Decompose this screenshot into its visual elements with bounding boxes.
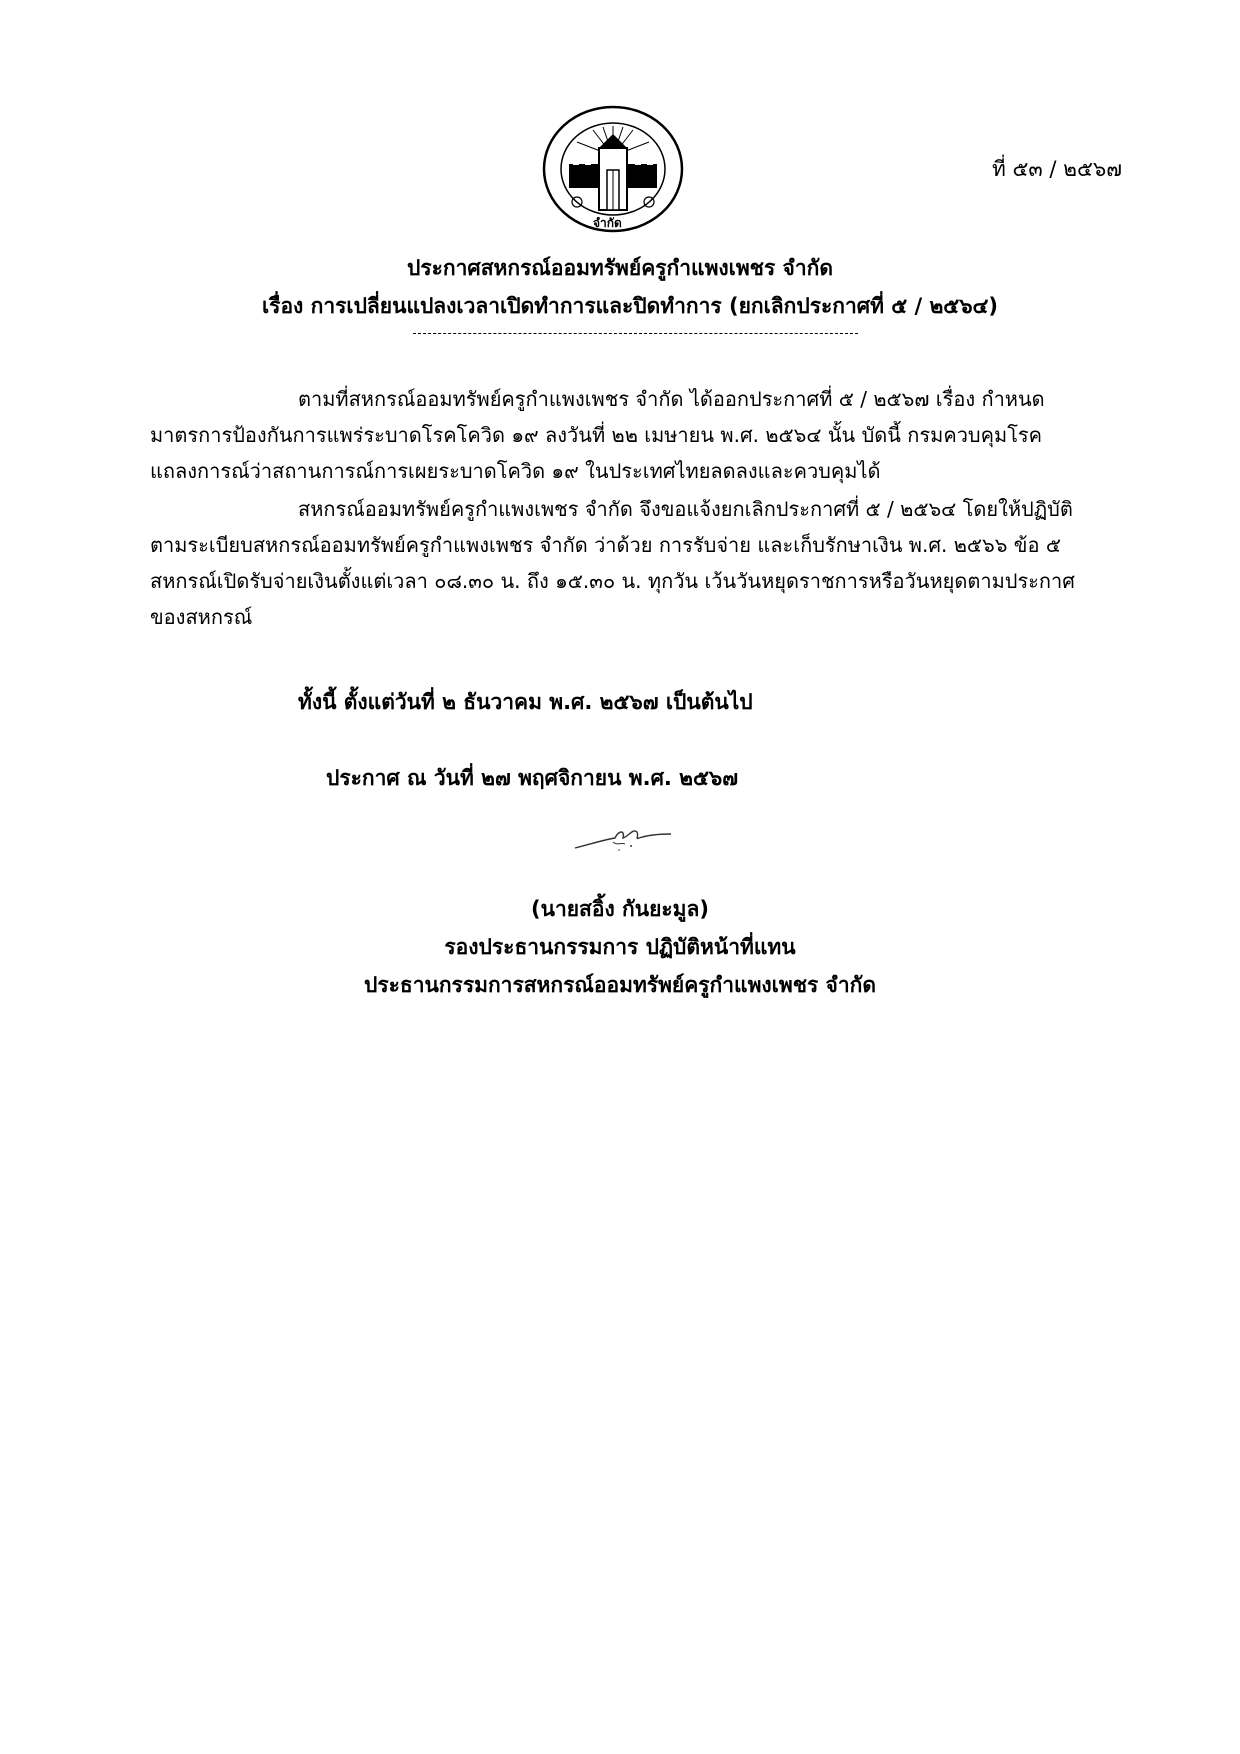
paragraph-2-line-4: ของสหกรณ์: [150, 605, 253, 629]
paragraph-1-line-1: ตามที่สหกรณ์ออมทรัพย์ครูกำแพงเพชร จำกัด ได้ออกประกาศที่ ๕ / ๒๕๖๗ เรื่อง กำหนด: [298, 387, 1045, 411]
paragraph-2-line-3: สหกรณ์เปิดรับจ่ายเงินตั้งแต่เวลา ๐๘.๓๐ น. ถึง ๑๕.๓๐ น. ทุกวัน เว้นวันหยุดราชการหรือวันหยุดตามประกาศ: [150, 569, 1075, 593]
signature-icon: [573, 816, 673, 856]
effective-date: ทั้งนี้ ตั้งแต่วันที่ ๒ ธันวาคม พ.ศ. ๒๕๖๗ เป็นต้นไป: [298, 690, 753, 714]
paragraph-1-line-2: มาตรการป้องกันการแพร่ระบาดโรคโควิด ๑๙ ลงวันที่ ๒๒ เมษายน พ.ศ. ๒๕๖๔ นั้น บัดนี้ กรมควบคุมโรค: [150, 423, 1043, 447]
announcement-title: ประกาศสหกรณ์ออมทรัพย์ครูกำแพงเพชร จำกัด: [407, 256, 833, 280]
announcement-date: ประกาศ ณ วันที่ ๒๗ พฤศจิกายน พ.ศ. ๒๕๖๗: [326, 766, 739, 790]
paragraph-1-line-3: แถลงการณ์ว่าสถานการณ์การเผยระบาดโควิด ๑๙ ในประเทศไทยลดลงและควบคุมได้: [150, 459, 881, 483]
announcement-subject: เรื่อง การเปลี่ยนแปลงเวลาเปิดทำการและปิดทำการ (ยกเลิกประกาศที่ ๕ / ๒๕๖๔): [261, 294, 999, 318]
handwritten-signature: [573, 816, 673, 856]
signatory-organization: ประธานกรรมการสหกรณ์ออมทรัพย์ครูกำแพงเพชร จำกัด: [363, 973, 876, 997]
paragraph-2-line-1: สหกรณ์ออมทรัพย์ครูกำแพงเพชร จำกัด จึงขอแจ้งยกเลิกประกาศที่ ๕ / ๒๕๖๔ โดยให้ปฏิบัติ: [298, 497, 1073, 521]
cooperative-seal-logo: [541, 104, 685, 234]
signatory-name: (นายสอิ้ง กันยะมูล): [530, 897, 709, 921]
paragraph-2-line-2: ตามระเบียบสหกรณ์ออมทรัพย์ครูกำแพงเพชร จำกัด ว่าด้วย การรับจ่าย และเก็บรักษาเงิน พ.ศ. ๒๕๖๖ ข้อ ๕: [150, 533, 1061, 557]
title-separator: [413, 333, 858, 334]
signatory-position: รองประธานกรรมการ ปฏิบัติหน้าที่แทน: [444, 935, 796, 959]
document-number: ที่ ๕๓ / ๒๕๖๗: [991, 157, 1122, 181]
seal-bottom-text: จำกัด: [593, 216, 622, 230]
